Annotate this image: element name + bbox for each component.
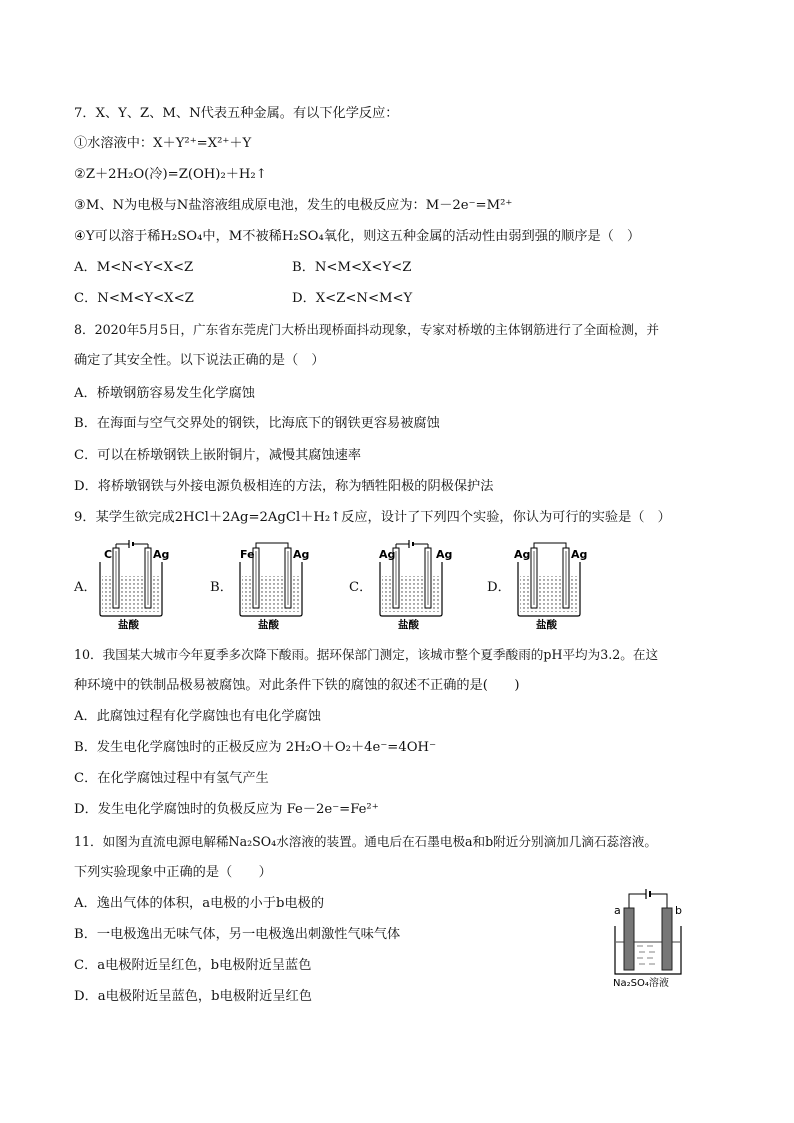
- apparatus-b-right-electrode: Ag: [293, 548, 310, 561]
- q8-option-a: A．桥墩钢筋容易发生化学腐蚀: [74, 386, 255, 401]
- apparatus-d-left-electrode: Ag: [514, 548, 531, 561]
- apparatus-b: [236, 538, 310, 630]
- q8-stem-line2: 确定了其安全性。以下说法正确的是（ ）: [74, 353, 325, 368]
- q8-option-d: D．将桥墩钢铁与外接电源负极相连的方法，称为牺牲阳极的阴极保护法: [74, 479, 494, 494]
- q11-option-a: A．逸出气体的体积，a电极的小于b电极的: [74, 896, 325, 911]
- electrode-a-label: a: [614, 904, 621, 917]
- q8-stem-line1: 8．2020年5月5日，广东省东莞虎门大桥出现桥面抖动现象，专家对桥墩的主体钢筋进行了全面检测，并: [74, 322, 660, 337]
- q11-option-c: C．a电极附近呈红色，b电极附近呈蓝色: [74, 958, 312, 973]
- apparatus-c-right-electrode: Ag: [436, 548, 453, 561]
- q7-option-d: D．X<Z<N<M<Y: [292, 291, 413, 306]
- apparatus-a-right-electrode: Ag: [153, 548, 170, 561]
- q9-option-c-label: C．: [349, 580, 373, 595]
- electrode-b-label: b: [675, 904, 682, 917]
- q10-option-c: C．在化学腐蚀过程中有氢气产生: [74, 771, 269, 786]
- apparatus-c-left-electrode: Ag: [379, 548, 396, 561]
- q7-reaction-4: ④Y可以溶于稀H₂SO₄中，M不被稀H₂SO₄氧化，则这五种金属的活动性由弱到强的顺序是（ ）: [74, 229, 641, 244]
- apparatus-a-left-electrode: C: [104, 548, 113, 561]
- q7-option-b: B．N<M<X<Y<Z: [292, 260, 412, 275]
- apparatus-c: [376, 538, 456, 630]
- q8-option-b: B．在海面与空气交界处的钢铁，比海底下的钢铁更容易被腐蚀: [74, 416, 440, 431]
- q10-stem-line1: 10．我国某大城市今年夏季多次降下酸雨。据环保部门测定，该城市整个夏季酸雨的pH平均为3.2。在这: [74, 647, 659, 662]
- q11-option-d: D．a电极附近呈蓝色，b电极附近呈红色: [74, 989, 312, 1004]
- q7-option-c: C．N<M<Y<X<Z: [74, 291, 194, 306]
- electrolysis-solution-label: Na₂SO₄溶液: [613, 978, 669, 989]
- q11-stem-line2: 下列实验现象中正确的是（ ）: [74, 865, 272, 880]
- q7-reaction-2: ②Z＋2H₂O(冷)=Z(OH)₂＋H₂↑: [74, 167, 267, 182]
- q10-option-b: B．发生电化学腐蚀时的正极反应为 2H₂O＋O₂＋4e⁻=4OH⁻: [74, 740, 437, 755]
- apparatus-b-left-electrode: Fe: [240, 548, 255, 561]
- q9-stem: 9．某学生欲完成2HCl＋2Ag=2AgCl＋H₂↑反应，设计了下列四个实验，你认为可行的实验是（ ）: [74, 510, 671, 525]
- q7-reaction-1: ①水溶液中：X＋Y²⁺=X²⁺＋Y: [74, 136, 252, 151]
- q11-option-b: B．一电极逸出无味气体，另一电极逸出刺激性气味气体: [74, 927, 401, 942]
- q9-option-d-label: D．: [487, 580, 511, 595]
- q10-option-d: D．发生电化学腐蚀时的负极反应为 Fe－2e⁻=Fe²⁺: [74, 802, 379, 817]
- q9-option-a-label: A．: [74, 580, 97, 595]
- electrolysis-apparatus: [605, 880, 695, 990]
- q11-stem-line1: 11．如图为直流电源电解稀Na₂SO₄水溶液的装置。通电后在石墨电极a和b附近分别滴加几滴石蕊溶液。: [74, 834, 657, 849]
- q8-option-c: C．可以在桥墩钢铁上嵌附铜片，减慢其腐蚀速率: [74, 448, 362, 463]
- apparatus-d: [514, 538, 594, 630]
- apparatus-a-solution-label: 盐酸: [118, 619, 139, 630]
- q7-reaction-3: ③M、N为电极与N盐溶液组成原电池，发生的电极反应为：M－2e⁻=M²⁺: [74, 198, 513, 213]
- apparatus-d-right-electrode: Ag: [571, 548, 588, 561]
- apparatus-c-solution-label: 盐酸: [398, 619, 419, 630]
- apparatus-d-solution-label: 盐酸: [536, 619, 557, 630]
- q10-option-a: A．此腐蚀过程有化学腐蚀也有电化学腐蚀: [74, 709, 321, 724]
- q7-option-a: A．M<N<Y<X<Z: [74, 260, 194, 275]
- apparatus-b-solution-label: 盐酸: [258, 619, 279, 630]
- q7-stem: 7．X、Y、Z、M、N代表五种金属。有以下化学反应：: [74, 106, 399, 121]
- q9-option-b-label: B．: [210, 580, 233, 595]
- apparatus-a: [96, 538, 170, 630]
- q10-stem-line2: 种环境中的铁制品极易被腐蚀。对此条件下铁的腐蚀的叙述不正确的是( ): [74, 678, 520, 693]
